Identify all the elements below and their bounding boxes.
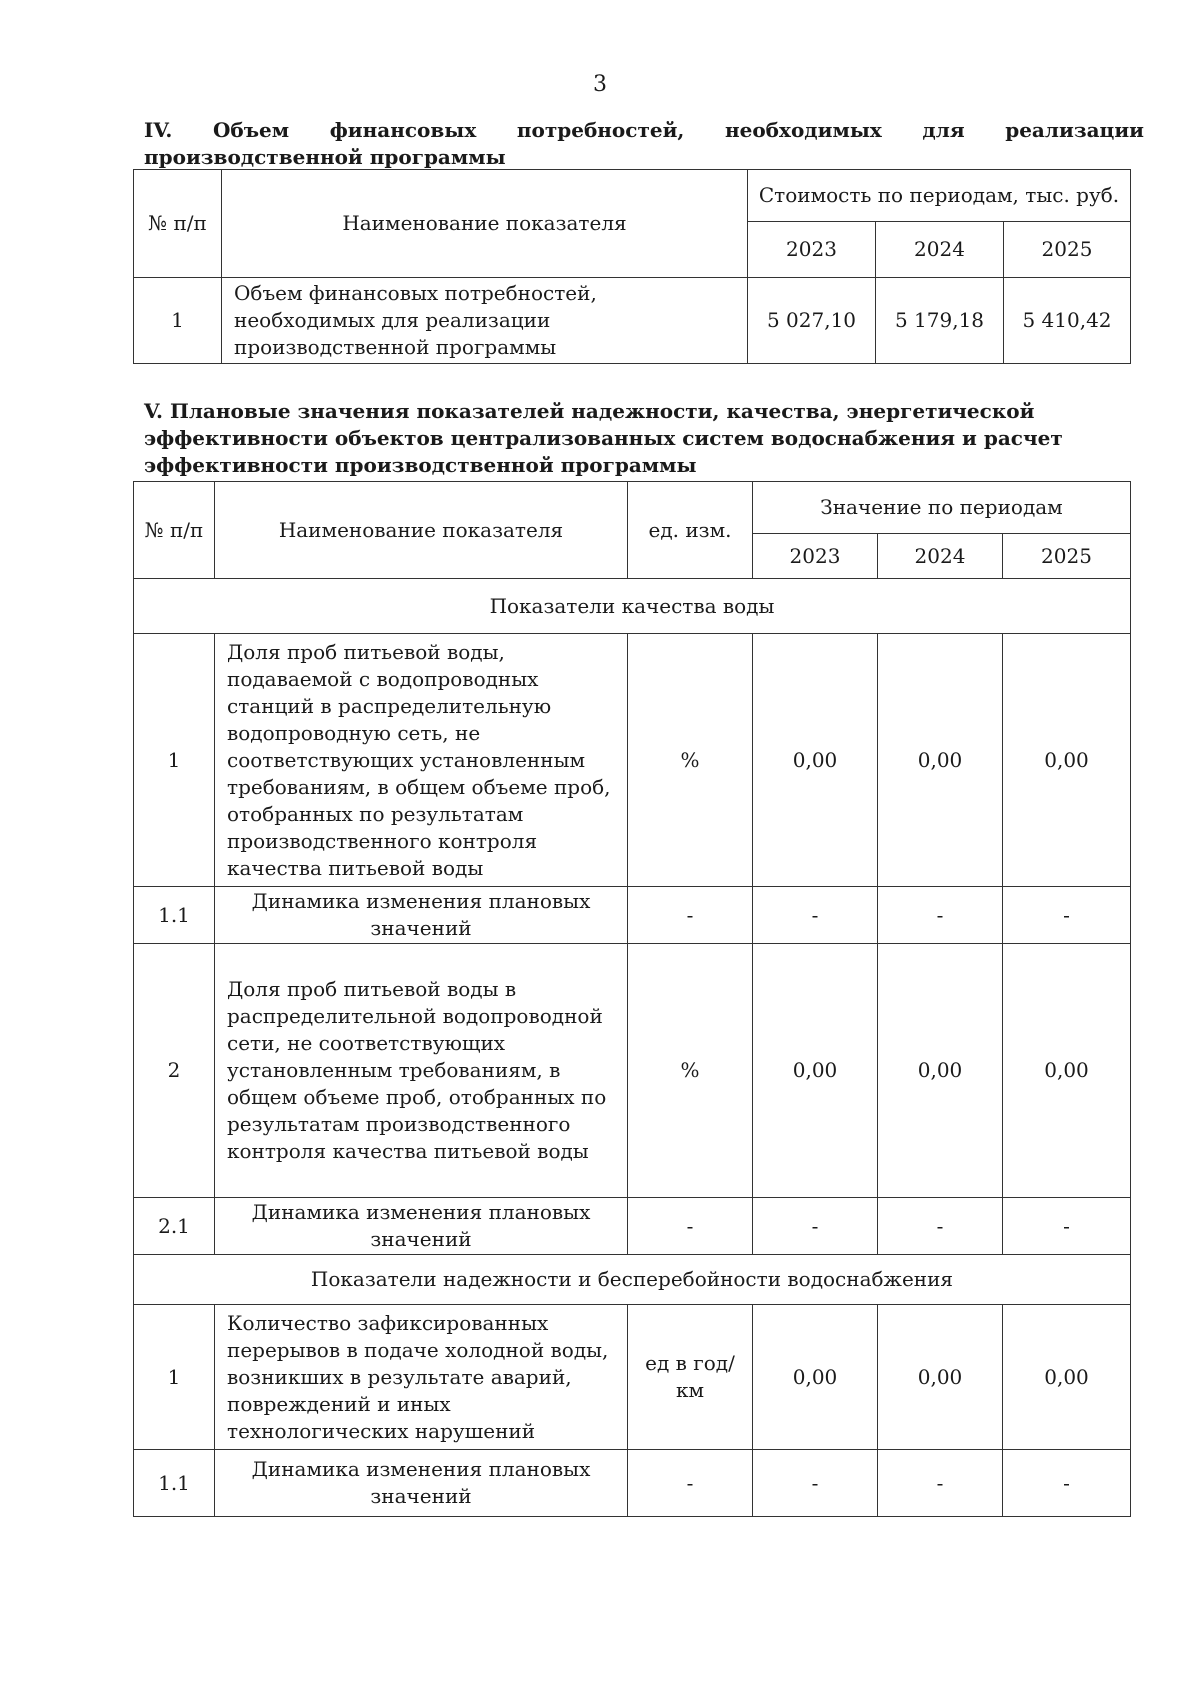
header-num: № п/п: [134, 482, 215, 579]
table-header-row: [134, 482, 1131, 534]
indicators-table: [133, 481, 1131, 1517]
row-name: Динамика изменения плановых значений: [215, 1450, 628, 1517]
header-unit: ед. изм.: [628, 482, 753, 579]
row-name: Количество зафиксированных перерывов в подаче холодной воды, возникших в результате аварий, повреждений и иных технологических нарушений: [215, 1305, 628, 1450]
header-value: Значение по периодам: [753, 482, 1131, 534]
header-num: № п/п: [134, 170, 222, 278]
table-header-row: [134, 170, 1131, 222]
section-iv-title: IV. Объем финансовых потребностей, необходимых для реализации производственной программы: [144, 118, 1144, 169]
row-name: Доля проб питьевой воды, подаваемой с водопроводных станций в распределительную водопроводную сеть, не соответствующих установленным требованиям, в общем объеме проб, отобранных по результатам производственного контроля качества питьевой воды: [215, 634, 628, 887]
row-name: Динамика изменения плановых значений: [215, 887, 628, 944]
header-year: 2024: [878, 534, 1003, 579]
row-value: 5 410,42: [1004, 278, 1131, 364]
row-value: 0,00: [753, 1305, 878, 1450]
group-title: Показатели качества воды: [134, 579, 1131, 634]
header-cost: Стоимость по периодам, тыс. руб.: [748, 170, 1131, 222]
page-number: 3: [593, 72, 607, 97]
table-row: [134, 634, 1131, 887]
row-name: Доля проб питьевой воды в распределительной водопроводной сети, не соответствующих установленным требованиям, в общем объеме проб, отобранных по результатам производственного контроля качества питьевой воды: [215, 944, 628, 1198]
row-value: 0,00: [1003, 1305, 1131, 1450]
row-value: 0,00: [753, 634, 878, 887]
row-value: 0,00: [878, 944, 1003, 1198]
row-value: -: [878, 1198, 1003, 1255]
row-value: -: [878, 1450, 1003, 1517]
header-year: 2024: [876, 222, 1004, 278]
header-name: Наименование показателя: [215, 482, 628, 579]
row-value: -: [753, 1198, 878, 1255]
row-num: 2: [134, 944, 215, 1198]
row-value: 0,00: [1003, 634, 1131, 887]
group-header-row: [134, 579, 1131, 634]
table-row: [134, 1198, 1131, 1255]
table-row: [134, 1305, 1131, 1450]
row-value: 0,00: [878, 634, 1003, 887]
table-row: [134, 278, 1131, 364]
row-num: 1: [134, 278, 222, 364]
row-num: 1.1: [134, 1450, 215, 1517]
group-title: Показатели надежности и бесперебойности водоснабжения: [134, 1255, 1131, 1305]
row-unit: -: [628, 1198, 753, 1255]
header-year: 2023: [753, 534, 878, 579]
header-year: 2025: [1004, 222, 1131, 278]
table-row: [134, 1450, 1131, 1517]
financial-needs-table: [133, 169, 1131, 364]
row-value: -: [878, 887, 1003, 944]
header-year: 2023: [748, 222, 876, 278]
row-unit: %: [628, 944, 753, 1198]
table-row: [134, 887, 1131, 944]
section-v-title: V. Плановые значения показателей надежности, качества, энергетической эффективности объектов централизованных систем водоснабжения и расчет эффективности производственной программы: [144, 399, 1063, 477]
row-unit: ед в год/ км: [628, 1305, 753, 1450]
row-num: 2.1: [134, 1198, 215, 1255]
row-value: -: [753, 1450, 878, 1517]
row-value: -: [1003, 1198, 1131, 1255]
row-num: 1: [134, 1305, 215, 1450]
row-name: Динамика изменения плановых значений: [215, 1198, 628, 1255]
row-num: 1.1: [134, 887, 215, 944]
group-header-row: [134, 1255, 1131, 1305]
row-value: 0,00: [1003, 944, 1131, 1198]
row-value: 0,00: [753, 944, 878, 1198]
row-value: 5 179,18: [876, 278, 1004, 364]
row-value: 5 027,10: [748, 278, 876, 364]
header-year: 2025: [1003, 534, 1131, 579]
header-name: Наименование показателя: [222, 170, 748, 278]
row-num: 1: [134, 634, 215, 887]
row-value: -: [1003, 1450, 1131, 1517]
row-name: Объем финансовых потребностей, необходимых для реализации производственной программы: [222, 278, 748, 364]
row-unit: %: [628, 634, 753, 887]
table-row: [134, 944, 1131, 1198]
row-unit: -: [628, 1450, 753, 1517]
row-value: 0,00: [878, 1305, 1003, 1450]
row-unit: -: [628, 887, 753, 944]
row-value: -: [753, 887, 878, 944]
row-value: -: [1003, 887, 1131, 944]
